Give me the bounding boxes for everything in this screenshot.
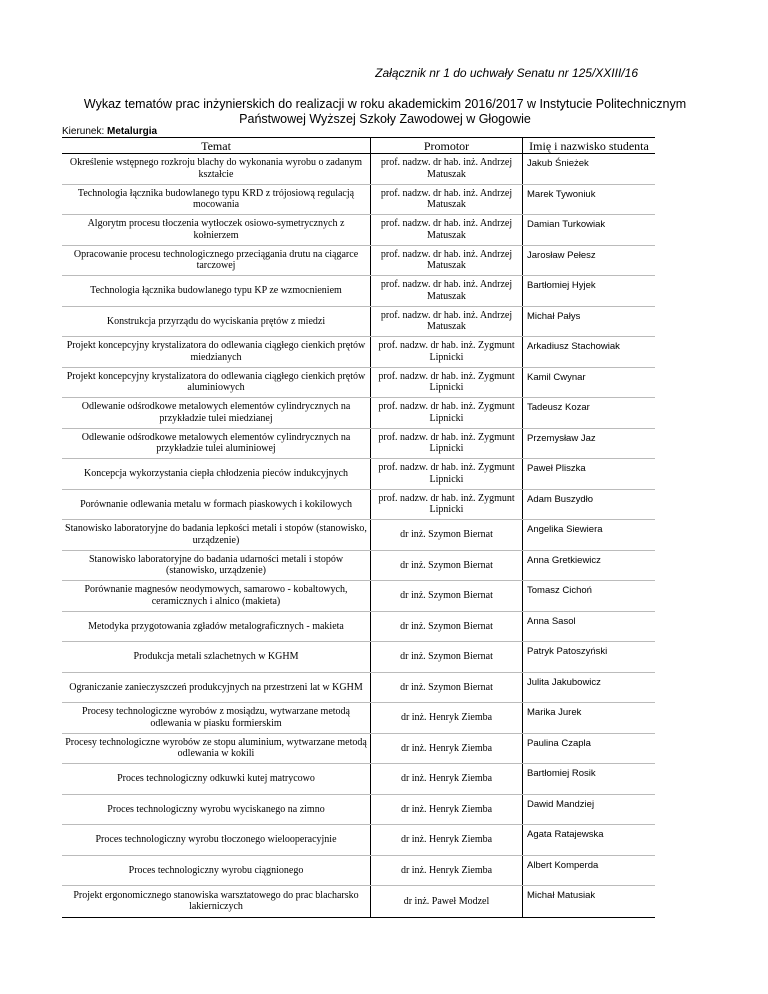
topic-cell [62, 703, 371, 733]
student-cell [523, 856, 655, 886]
topics-table [62, 137, 655, 918]
table-row [62, 551, 655, 582]
student-cell [523, 795, 655, 825]
promoter-cell [371, 520, 523, 550]
promoter-cell-text: dr inż. Szymon Biernat [400, 620, 493, 632]
student-cell-text: Paulina Czapla [527, 737, 591, 749]
topic-cell-text: Proces technologiczny wyrobu ciągnionego [128, 864, 304, 876]
promoter-cell [371, 368, 523, 398]
promoter-cell-text: dr inż. Szymon Biernat [400, 590, 493, 601]
promoter-cell [371, 642, 523, 672]
document-title [60, 97, 710, 127]
student-cell [523, 825, 655, 855]
topic-cell-text: Konstrukcja przyrządu do wyciskania prętów z miedzi [106, 315, 326, 327]
topic-cell-text: Projekt ergonomicznego stanowiska warsztatowego do prac blacharsko lakierniczych [73, 889, 359, 913]
table-row [62, 490, 655, 521]
student-cell [523, 429, 655, 459]
topic-cell [62, 459, 371, 489]
promoter-cell-text: dr inż. Henryk Ziemba [400, 803, 493, 815]
topic-cell-text: Proces technologiczny wyrobu tłoczonego wielooperacyjnie [95, 834, 337, 845]
table-row [62, 795, 655, 826]
topic-cell [62, 581, 371, 611]
topic-cell [62, 429, 371, 459]
promoter-cell [371, 185, 523, 215]
student-cell [523, 368, 655, 398]
topic-cell [62, 185, 371, 215]
promoter-cell-text: dr inż. Henryk Ziemba [400, 712, 493, 723]
student-cell-text: Paweł Pliszka [527, 463, 586, 474]
topic-cell [62, 246, 371, 276]
topic-cell-text: Opracowanie procesu technologicznego przeciągania drutu na ciągarce tarczowej [73, 248, 359, 272]
topic-cell [62, 795, 371, 825]
promoter-cell [371, 612, 523, 642]
promoter-cell [371, 673, 523, 703]
promoter-cell [371, 734, 523, 764]
table-row [62, 703, 655, 734]
field-label: Kierunek: [62, 126, 105, 137]
table-body [62, 154, 655, 917]
promoter-cell [371, 337, 523, 367]
student-cell [523, 154, 655, 184]
promoter-cell-text: dr inż. Henryk Ziemba [400, 864, 493, 876]
topic-cell [62, 673, 371, 703]
table-row [62, 612, 655, 643]
student-cell-text: Arkadiusz Stachowiak [527, 341, 620, 352]
student-cell-text: Marek Tywoniuk [527, 188, 596, 200]
topic-cell [62, 886, 371, 917]
promoter-cell-text: prof. nadzw. dr hab. inż. Zygmunt Lipnicki [378, 492, 515, 516]
topic-cell [62, 154, 371, 184]
promoter-cell-text: prof. nadzw. dr hab. inż. Andrzej Matuszak [380, 248, 513, 272]
student-cell-text: Jarosław Pełesz [527, 249, 596, 261]
table-row [62, 459, 655, 490]
table-row [62, 398, 655, 429]
student-cell-text: Tadeusz Kozar [527, 402, 590, 413]
table-row [62, 429, 655, 460]
promoter-cell [371, 490, 523, 520]
topic-cell [62, 734, 371, 764]
table-header [62, 138, 655, 154]
student-cell [523, 734, 655, 764]
topic-cell-text: Odlewanie odśrodkowe metalowych elementów cylindrycznych na przykładzie tulei miedzianej [81, 401, 351, 424]
student-cell-text: Adam Buszydło [527, 493, 594, 505]
promoter-cell-text: prof. nadzw. dr hab. inż. Zygmunt Lipnicki [378, 370, 515, 394]
topic-cell [62, 276, 371, 306]
table-row [62, 581, 655, 612]
student-cell-text: Jakub Śnieżek [527, 158, 589, 169]
promoter-cell-text: prof. nadzw. dr hab. inż. Zygmunt Lipnicki [378, 401, 515, 424]
promoter-cell [371, 276, 523, 306]
student-cell-text: Patryk Patoszyński [527, 646, 608, 657]
topic-cell [62, 856, 371, 886]
title-line-2: Państwowej Wyższej Szkoły Zawodowej w Głogowie [239, 112, 531, 126]
topic-cell-text: Ograniczanie zanieczyszczeń produkcyjnych na przestrzeni lat w KGHM [69, 681, 363, 693]
student-cell-text: Albert Komperda [527, 859, 599, 871]
student-cell [523, 642, 655, 672]
student-cell-text: Anna Sasol [527, 615, 576, 627]
promoter-cell-text: dr inż. Szymon Biernat [400, 559, 493, 571]
topic-cell [62, 551, 371, 581]
topic-cell-text: Technologia łącznika budowlanego typu KRD z trójosiową regulacją mocowania [77, 187, 355, 211]
topic-cell-text: Projekt koncepcyjny krystalizatora do odlewania ciągłego cienkich prętów miedzianych [66, 340, 366, 363]
student-cell-text: Michał Pałys [527, 310, 581, 322]
topic-cell-text: Procesy technologiczne wyrobów ze stopu aluminium, wytwarzane metodą odlewania w kokili [65, 736, 367, 760]
promoter-cell [371, 795, 523, 825]
topic-cell-text: Określenie wstępnego rozkroju blachy do wykonania wyrobu o zadanym kształcie [69, 157, 363, 180]
promoter-cell-text: prof. nadzw. dr hab. inż. Zygmunt Lipnicki [378, 340, 515, 363]
student-cell-text: Julita Jakubowicz [527, 676, 601, 688]
promoter-cell-text: prof. nadzw. dr hab. inż. Andrzej Matuszak [380, 309, 513, 333]
topic-cell-text: Stanowisko laboratoryjne do badania udarności metali i stopów (stanowisko, urządzenie) [88, 553, 344, 577]
student-cell-text: Tomasz Cichoń [527, 585, 592, 596]
topic-cell [62, 612, 371, 642]
header-promoter: Promotor [371, 138, 523, 153]
student-cell [523, 276, 655, 306]
topic-cell [62, 307, 371, 337]
promoter-cell [371, 459, 523, 489]
student-cell [523, 185, 655, 215]
student-cell [523, 673, 655, 703]
header-student: Imię i nazwisko studenta [529, 139, 649, 153]
title-line-1: Wykaz tematów prac inżynierskich do realizacji w roku akademickim 2016/2017 w Instytucie Politechnicznym [83, 97, 687, 111]
table-row [62, 886, 655, 917]
promoter-cell [371, 581, 523, 611]
student-cell-text: Marika Jurek [527, 707, 582, 718]
promoter-cell [371, 246, 523, 276]
topic-cell [62, 642, 371, 672]
student-cell-text: Damian Turkowiak [527, 219, 606, 230]
topic-cell-text: Produkcja metali szlachetnych w KGHM [133, 651, 299, 662]
promoter-cell [371, 551, 523, 581]
promoter-cell-text: dr inż. Szymon Biernat [400, 651, 493, 662]
promoter-cell [371, 764, 523, 794]
topic-cell-text: Algorytm procesu tłoczenia wytłoczek osiowo-symetrycznych z kołnierzem [87, 218, 345, 241]
student-cell-text: Dawid Mandziej [527, 798, 595, 810]
promoter-cell-text: dr inż. Henryk Ziemba [400, 773, 493, 784]
promoter-cell-text: dr inż. Henryk Ziemba [400, 742, 493, 754]
student-cell [523, 307, 655, 337]
student-cell [523, 215, 655, 245]
promoter-cell [371, 215, 523, 245]
table-row [62, 734, 655, 765]
topic-cell [62, 520, 371, 550]
table-row [62, 368, 655, 399]
field-of-study [62, 126, 157, 137]
student-cell [523, 886, 655, 917]
promoter-cell [371, 398, 523, 428]
promoter-cell-text: dr inż. Szymon Biernat [400, 529, 493, 540]
promoter-cell [371, 307, 523, 337]
topic-cell-text: Porównanie odlewania metalu w formach piaskowych i kokilowych [80, 498, 352, 510]
header-topic: Temat [62, 138, 371, 153]
topic-cell [62, 398, 371, 428]
topic-cell-text: Stanowisko laboratoryjne do badania lepkości metali i stopów (stanowisko, urządzenie) [65, 523, 367, 546]
promoter-cell-text: prof. nadzw. dr hab. inż. Zygmunt Lipnicki [378, 431, 515, 455]
student-cell-text: Michał Matusiak [527, 890, 596, 901]
table-row [62, 215, 655, 246]
table-row [62, 307, 655, 338]
student-cell [523, 490, 655, 520]
promoter-cell [371, 154, 523, 184]
topic-cell-text: Technologia łącznika budowlanego typu KP ze wzmocnieniem [90, 285, 342, 296]
student-cell-text: Bartłomiej Hyjek [527, 280, 596, 291]
student-cell [523, 246, 655, 276]
student-cell [523, 703, 655, 733]
topic-cell-text: Porównanie magnesów neodymowych, samarowo - kobaltowych, ceramicznych i alnico (makieta) [84, 584, 348, 607]
promoter-cell-text: dr inż. Henryk Ziemba [400, 834, 493, 845]
topic-cell [62, 368, 371, 398]
topic-cell-text: Procesy technologiczne wyrobów z mosiądzu, wytwarzane metodą odlewania w piasku formierskim [82, 706, 350, 729]
topic-cell-text: Koncepcja wykorzystania ciepła chłodzenia pieców indukcyjnych [83, 468, 349, 479]
promoter-cell [371, 856, 523, 886]
annex-reference: Załącznik nr 1 do uchwały Senatu nr 125/XXIII/16 [375, 66, 638, 80]
table-row [62, 764, 655, 795]
promoter-cell [371, 825, 523, 855]
table-row [62, 673, 655, 704]
student-cell-text: Agata Ratajewska [527, 829, 604, 840]
promoter-cell [371, 886, 523, 917]
promoter-cell [371, 703, 523, 733]
topic-cell-text: Odlewanie odśrodkowe metalowych elementów cylindrycznych na przykładzie tulei aluminiowej [81, 431, 351, 455]
student-cell [523, 520, 655, 550]
student-cell [523, 612, 655, 642]
table-row [62, 154, 655, 185]
topic-cell [62, 337, 371, 367]
topic-cell [62, 215, 371, 245]
topic-cell-text: Metodyka przygotowania zgładów metalograficznych - makieta [88, 620, 344, 632]
student-cell-text: Anna Gretkiewicz [527, 554, 601, 566]
student-cell [523, 337, 655, 367]
table-row [62, 185, 655, 216]
student-cell [523, 398, 655, 428]
table-row [62, 642, 655, 673]
promoter-cell-text: prof. nadzw. dr hab. inż. Andrzej Matuszak [380, 279, 513, 302]
table-row [62, 276, 655, 307]
topic-cell [62, 764, 371, 794]
student-cell [523, 551, 655, 581]
topic-cell-text: Proces technologiczny wyrobu wyciskanego na zimno [107, 803, 325, 815]
promoter-cell-text: prof. nadzw. dr hab. inż. Andrzej Matuszak [380, 157, 513, 180]
field-value: Metalurgia [107, 126, 158, 137]
promoter-cell-text: prof. nadzw. dr hab. inż. Andrzej Matuszak [380, 218, 513, 241]
promoter-cell-text: prof. nadzw. dr hab. inż. Zygmunt Lipnicki [378, 462, 515, 485]
topic-cell-text: Projekt koncepcyjny krystalizatora do odlewania ciągłego cienkich prętów aluminiowych [66, 370, 366, 394]
student-cell-text: Angelika Siewiera [527, 524, 603, 535]
promoter-cell-text: dr inż. Paweł Modzel [403, 895, 490, 907]
table-row [62, 520, 655, 551]
student-cell [523, 764, 655, 794]
table-row [62, 246, 655, 277]
table-row [62, 337, 655, 368]
table-row [62, 825, 655, 856]
student-cell [523, 581, 655, 611]
student-cell [523, 459, 655, 489]
promoter-cell-text: prof. nadzw. dr hab. inż. Andrzej Matuszak [380, 187, 513, 211]
student-cell-text: Przemysław Jaz [527, 432, 596, 444]
table-row [62, 856, 655, 887]
topic-cell-text: Proces technologiczny odkuwki kutej matrycowo [117, 773, 315, 784]
student-cell-text: Kamil Cwynar [527, 371, 586, 383]
promoter-cell [371, 429, 523, 459]
topic-cell [62, 825, 371, 855]
promoter-cell-text: dr inż. Szymon Biernat [400, 681, 493, 693]
student-cell-text: Bartłomiej Rosik [527, 768, 596, 779]
topic-cell [62, 490, 371, 520]
